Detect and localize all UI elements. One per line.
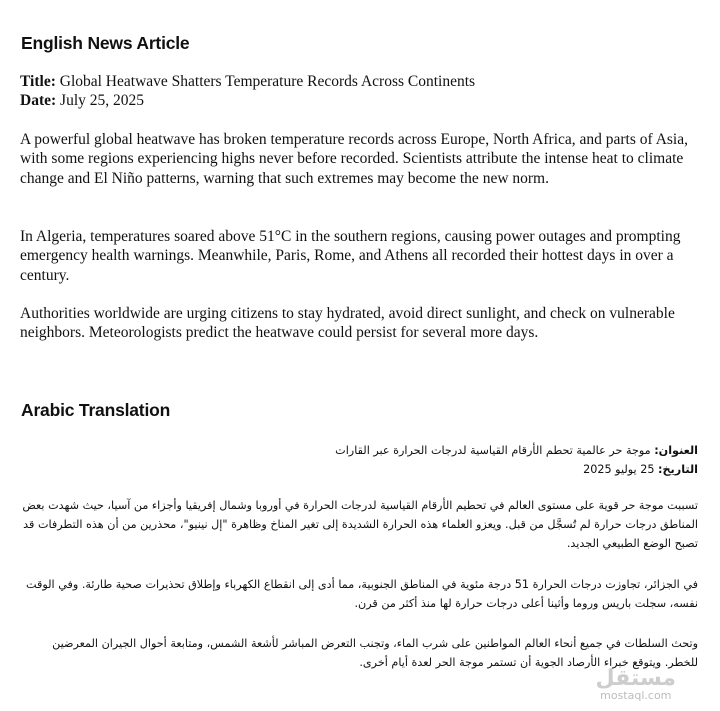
arabic-paragraph-2: في الجزائر، تجاوزت درجات الحرارة 51 درجة مئوية في المناطق الجنوبية، مما أدى إلى انقطاع الكهرباء وإطلاق تحذيرات صحية طارئة. وفي الوقت نفسه، سجلت باريس وروما وأثينا أعلى درجات حرارة لها منذ أكثر من قرن.	[26, 578, 698, 610]
arabic-date-value: 25 يوليو 2025	[583, 463, 655, 476]
arabic-paragraph-3: وتحث السلطات في جميع أنحاء العالم المواطنين على شرب الماء، وتجنب التعرض المباشر لأشعة الشمس، ومتابعة أحوال الجيران المعرضين للخطر. ويتوقع خبراء الأرصاد الجوية أن تستمر موجة الحر لعدة أيام أخرى.	[52, 637, 698, 669]
english-paragraph-3: Authorities worldwide are urging citizens to stay hydrated, avoid direct sunlight, and check on vulnerable neighbors. Meteorologists predict the heatwave could persist for several more days.	[20, 305, 675, 342]
english-date-label: Date:	[20, 92, 57, 109]
english-paragraph-2: In Algeria, temperatures soared above 51°C in the southern regions, causing power outages and prompting emergency health warnings. Meanwhile, Paris, Rome, and Athens all recorded their hottest days in over a century.	[20, 228, 681, 284]
arabic-paragraph-1: تسببت موجة حر قوية على مستوى العالم في تحطيم الأرقام القياسية لدرجات الحرارة في أوروبا وشمال إفريقيا وأجزاء من آسيا، حيث شهدت بعض المناطق درجات حرارة لم تُسجَّل من قبل. ويعزو العلماء هذه الحرارة الشديدة إلى تغير المناخ وظاهرة "إل نينيو"، محذرين من أن هذه التطرفات قد تصبح الوضع الطبيعي الجديد.	[22, 499, 698, 550]
english-paragraph-1: A powerful global heatwave has broken temperature records across Europe, North Africa, and parts of Asia, with some regions experiencing highs never before recorded. Scientists attribute the intense heat to climate change and El Niño patterns, warning that such extremes may become the new norm.	[20, 131, 688, 187]
arabic-date-line	[583, 460, 698, 479]
arabic-title-label: العنوان:	[654, 444, 698, 457]
arabic-date-label: التاريخ:	[658, 463, 698, 476]
english-date-value: July 25, 2025	[60, 92, 144, 109]
english-title-value: Global Heatwave Shatters Temperature Records Across Continents	[59, 73, 476, 90]
watermark-domain: mostaql.com	[600, 689, 672, 702]
arabic-section-heading: Arabic Translation	[21, 400, 171, 420]
english-date-line	[20, 91, 144, 110]
english-section-heading: English News Article	[21, 33, 190, 53]
english-title-line	[20, 72, 475, 91]
arabic-title-value: موجة حر عالمية تحطم الأرقام القياسية لدرجات الحرارة عبر القارات	[335, 444, 651, 457]
arabic-title-line	[335, 441, 698, 460]
mostaql-watermark	[596, 668, 676, 702]
english-title-label: Title:	[20, 73, 56, 90]
watermark-logo-text: مستقل	[595, 666, 676, 691]
